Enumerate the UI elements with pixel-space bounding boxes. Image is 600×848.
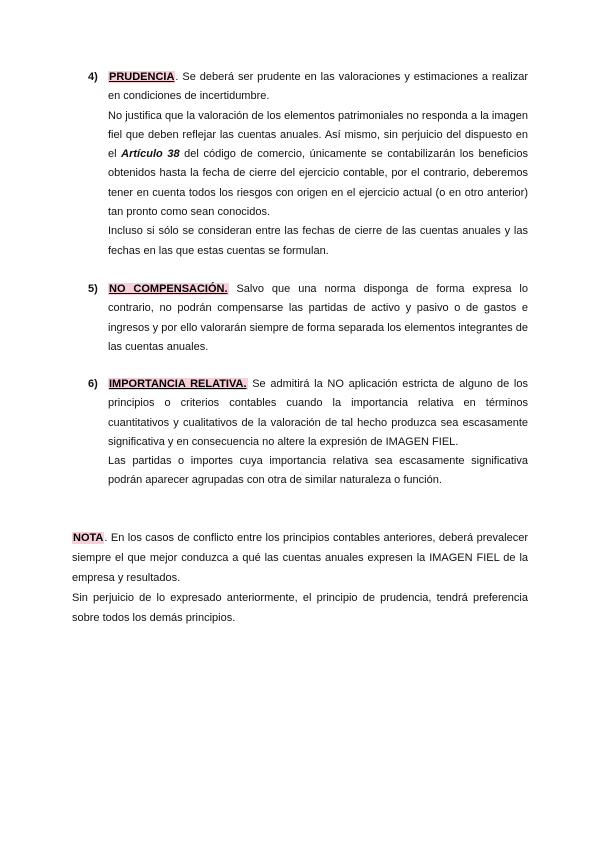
principle-prudencia bbox=[88, 68, 528, 261]
item-body bbox=[108, 280, 528, 357]
item-body bbox=[108, 68, 528, 261]
item-intro: Se admitirá la NO aplicación estricta de alguno de los principios o criterios contables cuando la importancia relativa en términos cuantitativos y cualitativos de la valoración de tal hecho produzca sea escasamente significativa y en consecuencia no altere la expresión de IMAGEN FIEL. bbox=[108, 378, 528, 448]
principle-importancia-relativa bbox=[88, 375, 528, 491]
item-title: IMPORTANCIA RELATIVA. bbox=[109, 378, 247, 390]
item-number: 5) bbox=[88, 283, 98, 295]
item-body bbox=[108, 375, 528, 491]
item-intro: Salvo que una norma disponga de forma expresa lo contrario, no podrán compensarse las partidas de activo y pasivo o de gastos e ingresos y por ello valorarán siempre de forma separada los elementos integrantes de las cuentas anuales. bbox=[108, 283, 528, 353]
nota-text: . En los casos de conflicto entre los principios contables anteriores, deberá prevalecer siempre el que mejor conduzca a qué las cuentas anuales expresen la IMAGEN FIEL de la empresa y resultados. bbox=[72, 532, 528, 584]
item-title: NO COMPENSACIÓN. bbox=[109, 283, 228, 295]
item-paragraph: Incluso si sólo se consideran entre las fechas de cierre de las cuentas anuales y las fechas en las que estas cuentas se formulan. bbox=[108, 225, 528, 257]
item-number: 6) bbox=[88, 378, 98, 390]
nota-section bbox=[72, 528, 528, 628]
item-paragraph bbox=[108, 107, 528, 223]
paragraph-text: No justifica que la valoración de los elementos patrimoniales no responda a la imagen fiel que deben reflejar las cuentas anuales. Así mismo, sin perjuicio del dispuesto en el bbox=[108, 109, 528, 161]
nota-paragraph: Sin perjuicio de lo expresado anteriormente, el principio de prudencia, tendrá preferencia sobre todos los demás principios. bbox=[72, 592, 528, 624]
item-number: 4) bbox=[88, 71, 98, 83]
item-paragraph: Las partidas o importes cuya importancia relativa sea escasamente significativa podrán aparecer agrupadas con otra de similar naturaleza o función. bbox=[108, 455, 528, 487]
item-title: PRUDENCIA bbox=[109, 71, 175, 83]
nota-label: NOTA bbox=[73, 532, 104, 544]
item-intro: . Se deberá ser prudente en las valoraciones y estimaciones a realizar en condiciones de incertidumbre. bbox=[108, 71, 528, 103]
paragraph-text: del código de comercio, únicamente se contabilizarán los beneficios obtenidos hasta la fecha de cierre del ejercicio contable, por el contrario, deberemos tener en cuenta todos los riesgos con origen en el ejercicio actual (o en otro anterior) tan pronto como sean conocidos. bbox=[108, 148, 528, 219]
item-paragraph bbox=[108, 375, 528, 452]
item-paragraph bbox=[108, 68, 528, 107]
item-paragraph bbox=[108, 280, 528, 357]
nota-paragraph bbox=[72, 528, 528, 588]
principle-no-compensacion bbox=[88, 280, 528, 357]
article-reference: Artículo 38 bbox=[121, 148, 180, 161]
